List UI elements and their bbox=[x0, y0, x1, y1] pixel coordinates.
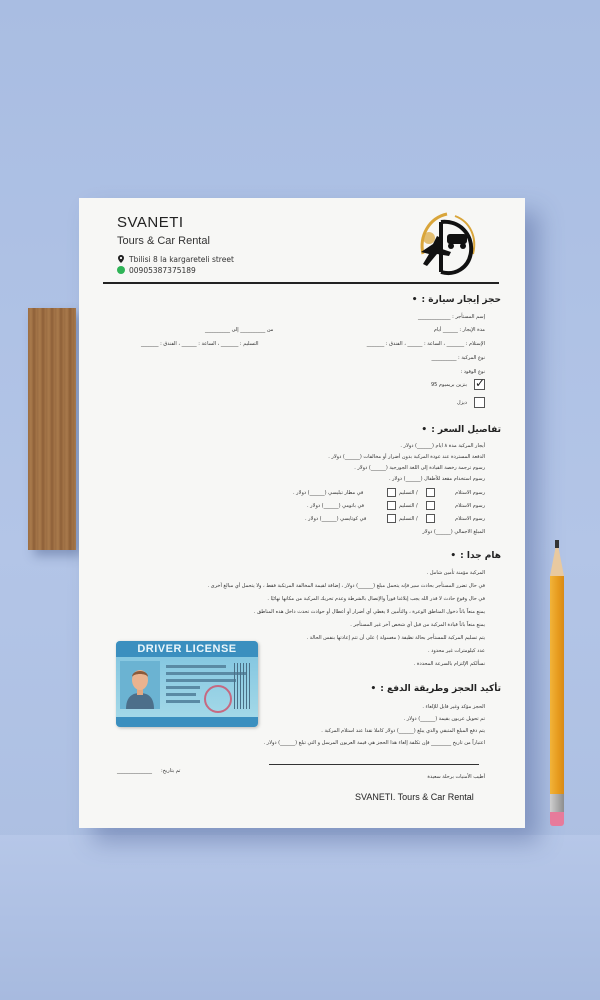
renter-name-field[interactable]: إسم المستأجر : _____________ bbox=[417, 314, 485, 320]
fuel-type-label: نوع الوقود : bbox=[460, 369, 485, 375]
fee-label: رسوم الاستلام bbox=[455, 516, 485, 522]
list-item: يمنع منعاً باتاً دخول المناطق الوعرة ، والتأمين لا يغطي أي أضرار أو أعطال أو حوادث تحدث داخل هذه المناطق . bbox=[253, 609, 485, 615]
pencil-body bbox=[550, 576, 564, 794]
delivery-label: / التسليم bbox=[399, 516, 418, 522]
fuel-diesel-checkbox[interactable] bbox=[474, 397, 485, 408]
desk-surface bbox=[0, 835, 600, 1000]
signature-line bbox=[269, 764, 479, 765]
delivery-label: / التسليم bbox=[399, 503, 418, 509]
whatsapp-icon bbox=[117, 266, 125, 274]
license-text-line bbox=[166, 693, 196, 696]
list-item: اعتباراً من تاريخ ________ فإن تكلفة إلغاء هذا الحجز هي قيمة العربون المرسل و التي تبلغ (______) دولار . bbox=[263, 740, 485, 746]
rental-form-paper bbox=[79, 198, 525, 828]
delivery-label: / التسليم bbox=[399, 490, 418, 496]
pickup-field[interactable]: الإستلام : _______ ، الساعة : ______ ، الفندق : _______ bbox=[366, 341, 485, 347]
wishes-text: أطيب الأمنيات برحلة سعيدة bbox=[427, 774, 485, 780]
contact-info bbox=[117, 254, 234, 276]
license-text-line bbox=[166, 700, 200, 703]
list-item: في حال وقوع حادث لا قدر الله يجب إبلاغنا فوراً والإتصال بالشرطة وعدم تحريك المركبة من مكانها نهائيًا . bbox=[267, 596, 485, 602]
signature-text: SVANETI. Tours & Car Rental bbox=[355, 792, 474, 802]
phone-text: 00905387375189 bbox=[129, 266, 196, 275]
license-title: DRIVER LICENSE bbox=[116, 641, 258, 657]
header-divider bbox=[103, 282, 499, 284]
pricing-section-title: تفاصيل السعر : • bbox=[421, 425, 501, 435]
list-item: رسوم ترجمة رخصة القيادة إلى اللغة الجورجية (______) دولار . bbox=[354, 465, 485, 471]
list-item: الدفعة المستردة عند عودة المركبة بدون أضرار أو مخالفات (______) دولار . bbox=[328, 454, 485, 460]
location-fee: في مطار تبليسي (______) دولار . bbox=[293, 490, 364, 496]
total-amount: المبلغ الاجمالي (______) دولار bbox=[422, 529, 485, 535]
date-field[interactable]: ______________ bbox=[117, 768, 152, 774]
pickup-checkbox[interactable] bbox=[426, 514, 435, 523]
rental-period-field[interactable]: مدة الإيجار : ______ أيام bbox=[433, 327, 485, 333]
date-label: تم بتاريخ: bbox=[161, 768, 181, 774]
list-item: يتم دفع المبلغ المتبقي والذي يبلغ (______) دولار كاملا نقدا عند استلام المركبة . bbox=[321, 728, 485, 734]
fee-label: رسوم الاستلام bbox=[455, 503, 485, 509]
list-item: رسوم استخدام مقعد للأطفال (______) دولار . bbox=[388, 476, 485, 482]
wooden-block bbox=[28, 308, 76, 550]
license-seal bbox=[204, 685, 232, 713]
license-barcode bbox=[234, 663, 252, 709]
pickup-checkbox[interactable] bbox=[426, 488, 435, 497]
brand-block bbox=[117, 214, 210, 247]
confirmation-section-title: تأكيد الحجز وطريقة الدفع : • bbox=[371, 684, 502, 694]
license-text-line bbox=[166, 686, 200, 689]
list-item: المركبة مؤمنة تأمين شامل . bbox=[426, 570, 485, 576]
important-section-title: هام جدا : • bbox=[450, 551, 501, 561]
pencil-ferrule bbox=[550, 794, 564, 812]
pickup-checkbox[interactable] bbox=[426, 501, 435, 510]
company-subtitle: Tours & Car Rental bbox=[117, 235, 210, 247]
list-item: في حال تضرر المستأجر بحادث سير فإنه يتحمل مبلغ (______) دولار ، إضافة لقيمة المخالفة المرتكبة فقط ، ولا يتحمل أي مبالغ أخرى . bbox=[207, 583, 485, 589]
from-to-field[interactable]: من __________ إلى __________ bbox=[205, 327, 274, 333]
license-text-line bbox=[166, 679, 236, 682]
pencil-eraser bbox=[550, 812, 564, 826]
location-fee: في كوتايسي (______) دولار . bbox=[305, 516, 367, 522]
license-photo bbox=[120, 661, 160, 709]
delivery-checkbox[interactable] bbox=[387, 488, 396, 497]
delivery-checkbox[interactable] bbox=[387, 501, 396, 510]
driver-license-card bbox=[116, 641, 258, 727]
list-item: أيجار المركبة مدة ٨ ايام (______) دولار . bbox=[400, 443, 485, 449]
checkmark-icon: ✓ bbox=[475, 376, 486, 390]
list-item: يمنع منعاً باتاً قيادة المركبة من قبل أي شخص آخر غير المستأجر . bbox=[350, 622, 485, 628]
list-item: عدد كيلومترات غير محدود . bbox=[427, 648, 485, 654]
location-fee: في باتومي (______) دولار . bbox=[307, 503, 365, 509]
list-item: تم تحويل عربون بقيمة (______) دولار . bbox=[403, 716, 485, 722]
company-logo bbox=[415, 208, 481, 278]
car-type-field[interactable]: نوع المركبة : __________ bbox=[431, 355, 485, 361]
license-footer-strip bbox=[116, 717, 258, 727]
dropoff-field[interactable]: التسليم : _______ ، الساعة : ______ ، الفندق : _______ bbox=[141, 341, 259, 347]
location-pin-icon bbox=[117, 255, 125, 263]
fee-label: رسوم الاستلام bbox=[455, 490, 485, 496]
delivery-checkbox[interactable] bbox=[387, 514, 396, 523]
company-name: SVANETI bbox=[117, 214, 184, 231]
pencil-lead bbox=[555, 540, 559, 548]
booking-section-title: حجز إيجار سيارة : • bbox=[412, 295, 501, 305]
pencil bbox=[548, 540, 566, 830]
fuel-option-premium: بنزين بريميوم 95 bbox=[430, 382, 467, 388]
list-item: الحجز مؤكد وغير قابل للإلغاء . bbox=[422, 704, 485, 710]
fuel-option-diesel: ديزل bbox=[456, 400, 467, 406]
list-item: نسألكم الإلتزام بالسرعة المحددة . bbox=[413, 661, 485, 667]
license-text-line bbox=[166, 665, 226, 668]
address-text: Tbilisi 8 la kargareteli street bbox=[129, 255, 234, 264]
list-item: يتم تسليم المركبة للمستأجر بحالة نظيفة ( مغسولة ) على أن تتم إعادتها بنفس الحالة . bbox=[306, 635, 485, 641]
